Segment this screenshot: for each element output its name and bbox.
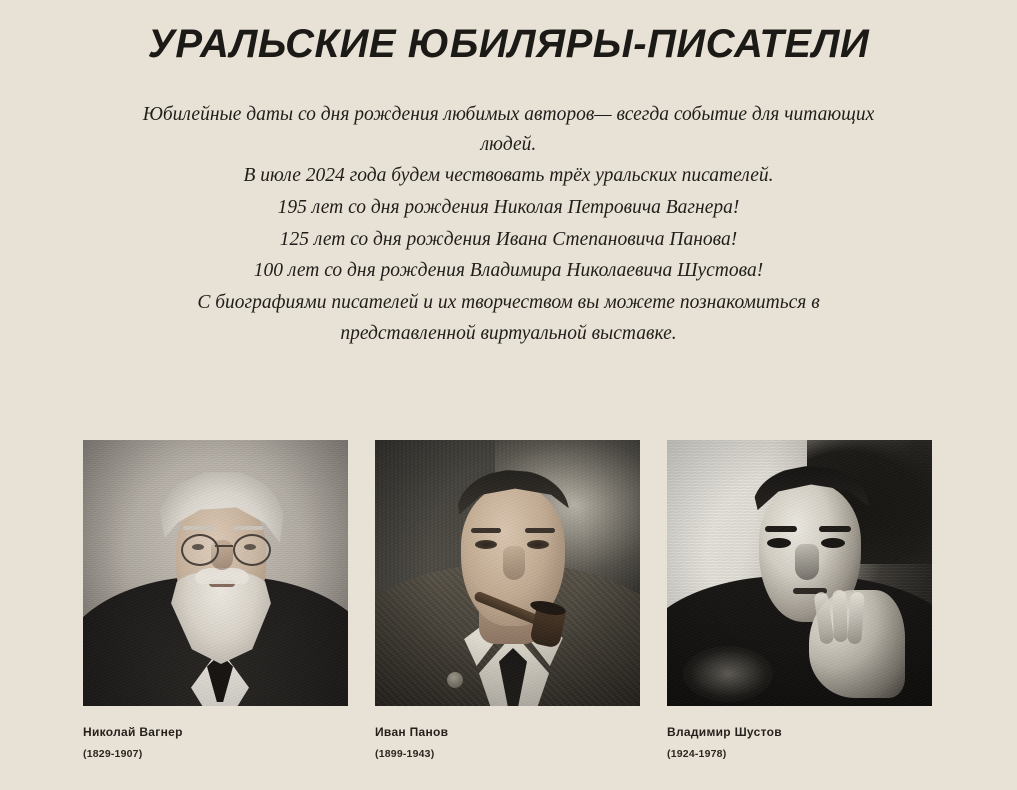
portrait-name: Иван Панов xyxy=(375,725,449,739)
page-title: УРАЛЬСКИЕ ЮБИЛЯРЫ-ПИСАТЕЛИ xyxy=(147,22,870,66)
portrait-card-ivan-panov xyxy=(375,440,642,760)
portrait-gallery xyxy=(0,440,1017,760)
portrait-ivan-panov xyxy=(375,440,640,706)
intro-paragraph-4: 125 лет со дня рождения Ивана Степановича Панова! xyxy=(279,228,738,250)
intro-paragraph-3: 195 лет со дня рождения Николая Петровича Вагнера! xyxy=(277,197,740,219)
portrait-name: Николай Вагнер xyxy=(83,725,183,739)
intro-paragraph-2: В июле 2024 года будем чествовать трёх уральских писателей. xyxy=(243,165,774,187)
photo-vignette xyxy=(667,440,932,706)
portrait-card-vladimir-shustov xyxy=(667,440,934,760)
intro-paragraph-6: С биографиями писателей и их творчеством вы можете познакомиться в представленной виртуальной выставке. xyxy=(197,291,820,345)
intro-text-block xyxy=(139,100,879,350)
intro-paragraph-5: 100 лет со дня рождения Владимира Николаевича Шустова! xyxy=(253,260,764,282)
portrait-name: Владимир Шустов xyxy=(667,725,782,739)
photo-vignette xyxy=(375,440,640,706)
portrait-vladimir-shustov xyxy=(667,440,932,706)
slide-canvas xyxy=(0,22,1017,790)
portrait-years: (1899-1943) xyxy=(375,748,435,760)
portrait-card-nikolay-vagner xyxy=(83,440,350,760)
portrait-nikolay-vagner xyxy=(83,440,348,706)
photo-vignette xyxy=(83,440,348,706)
intro-paragraph-1: Юбилейные даты со дня рождения любимых авторов— всегда событие для читающих людей. xyxy=(142,104,875,156)
portrait-years: (1924-1978) xyxy=(667,748,727,760)
portrait-years: (1829-1907) xyxy=(83,748,143,760)
